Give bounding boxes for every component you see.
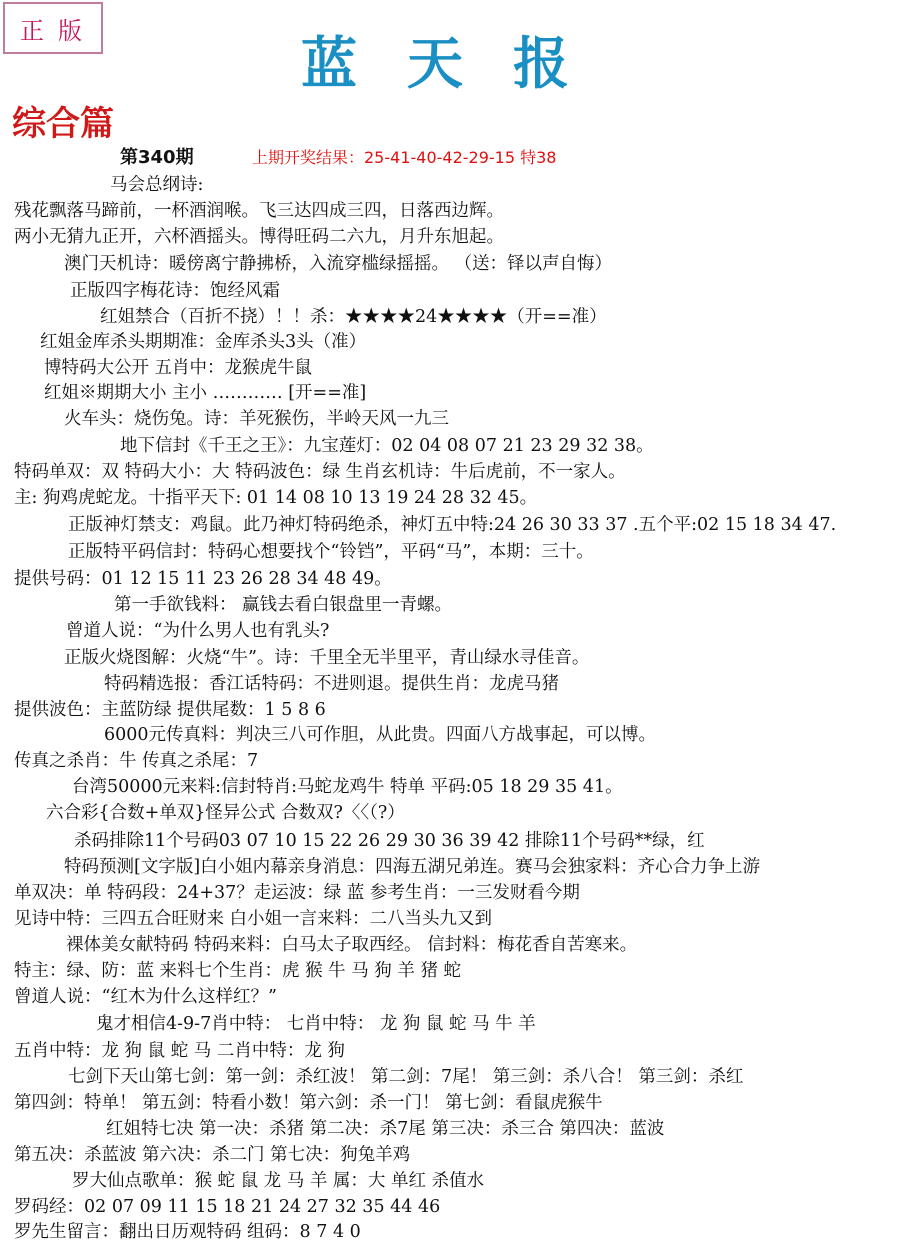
text-line: 裸体美女献特码 特码来料：白马太子取西经。 信封料：梅花香自苦寒来。 [66, 935, 638, 955]
text-line: 见诗中特：三四五合旺财来 白小姐一言来料：二八当头九又到 [14, 909, 493, 929]
text-line: 七剑下天山第七剑：第一剑：杀红波！ 第二剑：7尾！ 第三剑：杀八合！ 第三剑：杀红 [68, 1067, 744, 1087]
text-line: 曾道人说：“红木为什么这样红？” [14, 987, 277, 1007]
text-line: 曾道人说：“为什么男人也有乳头? [66, 621, 330, 641]
text-line: 正版四字梅花诗：饱经风霜 [70, 281, 280, 301]
text-line: 红姐金库杀头期期准：金库杀头3头（准） [40, 332, 367, 352]
last-draw-result: 上期开奖结果：25-41-40-42-29-15 特38 [252, 148, 557, 167]
text-line: 特码预测[文字版]白小姐内幕亲身消息：四海五湖兄弟连。赛马会独家料：齐心合力争上游 [64, 857, 761, 877]
text-line: 单双决：单 特码段：24+37？走运波：绿 蓝 参考生肖：一三发财看今期 [14, 883, 580, 903]
text-line: 特码单双：双 特码大小：大 特码波色：绿 生肖玄机诗：牛后虎前，不一家人。 [14, 462, 626, 482]
text-line: 红姐特七决 第一决：杀猪 第二决：杀7尾 第三决：杀三合 第四决：蓝波 [106, 1119, 665, 1139]
text-line: 第五决：杀蓝波 第六决：杀二门 第七决：狗兔羊鸡 [14, 1145, 411, 1165]
text-line: 正版神灯禁支：鸡鼠。此乃神灯特码绝杀，神灯五中特:24 26 30 33 37 .五个平:02 15 18 34 47. [68, 515, 837, 535]
newspaper-title: 蓝天报 [301, 32, 619, 97]
text-line: 台湾50000元来料:信封特肖:马蛇龙鸡牛 特单 平码:05 18 29 35 41。 [72, 777, 623, 797]
text-line: 提供波色：主蓝防绿 提供尾数：1 5 8 6 [14, 700, 326, 720]
text-line: 罗先生留言：翻出日历观特码 组码：8 7 4 0 [14, 1222, 361, 1242]
section-title: 综合篇 [12, 104, 114, 144]
text-line: 提供号码：01 12 15 11 23 26 28 34 48 49。 [14, 569, 392, 589]
text-line: 六合彩{合数+单双}怪异公式 合数双?〈〈（?） [46, 803, 405, 823]
text-line: 传真之杀肖：牛 传真之杀尾：7 [14, 751, 259, 771]
text-line: 马会总纲诗: [110, 175, 204, 195]
badge-text: 正版 [20, 16, 96, 45]
text-line: 特主：绿、防：蓝 来料七个生肖：虎 猴 牛 马 狗 羊 猪 蛇 [14, 961, 462, 981]
text-line: 地下信封《千王之王》：九宝莲灯：02 04 08 07 21 23 29 32 38。 [120, 436, 654, 456]
text-line: 残花飘落马蹄前，一杯酒润喉。飞三达四成三四，日落西边辉。 [14, 201, 504, 221]
text-line: 特码精选报：香江话特码：不进则退。提供生肖：龙虎马猪 [104, 674, 559, 694]
text-line: 两小无猜九正开，六杯酒摇头。博得旺码二六九，月升东旭起。 [14, 227, 504, 247]
text-line: 第一手欲钱料： 赢钱去看白银盘里一青螺。 [114, 595, 453, 615]
text-line: 正版火烧图解：火烧“牛”。诗：千里全无半里平，青山绿水寻佳音。 [64, 648, 590, 668]
text-line: 罗码经：02 07 09 11 15 18 21 24 27 32 35 44 46 [14, 1197, 441, 1217]
genuine-edition-badge [3, 2, 103, 54]
text-line: 红姐※期期大小 主小 ‥‥‥‥‥‥ [开==准] [44, 383, 367, 403]
text-line: 罗大仙点歌单：猴 蛇 鼠 龙 马 羊 属：大 单红 杀值水 [72, 1171, 485, 1191]
text-line: 正版特平码信封：特码心想要找个“铃铛”，平码“马”，本期：三十。 [68, 542, 594, 562]
text-line: 火车头：烧伤兔。诗：羊死猴伤，半岭天风一九三 [64, 409, 449, 429]
text-line: 红姐禁合（百折不挠）！！杀：★★★★24★★★★（开==准） [100, 307, 607, 327]
text-line: 五肖中特：龙 狗 鼠 蛇 马 二肖中特：龙 狗 [14, 1041, 345, 1061]
text-line: 第四剑：特单！ 第五剑：特看小数！第六剑：杀一门！ 第七剑：看鼠虎猴牛 [14, 1093, 603, 1113]
text-line: 博特码大公开 五肖中：龙猴虎牛鼠 [44, 358, 313, 378]
issue-number: 第340期 [120, 147, 194, 168]
text-line: 澳门天机诗：暖傍离宁静拂桥，入流穿槛绿摇摇。 （送：铎以声自悔） [64, 254, 613, 274]
text-line: 主: 狗鸡虎蛇龙。十指平天下: 01 14 08 10 13 19 24 28 32 45。 [14, 488, 538, 508]
text-line: 鬼才相信4-9-7肖中特： 七肖中特： 龙 狗 鼠 蛇 马 牛 羊 [96, 1014, 536, 1034]
text-line: 杀码排除11个号码03 07 10 15 22 26 29 30 36 39 42 排除11个号码**绿，红 [74, 831, 705, 851]
text-line: 6000元传真料：判决三八可作胆，从此贵。四面八方战事起，可以博。 [104, 725, 657, 745]
